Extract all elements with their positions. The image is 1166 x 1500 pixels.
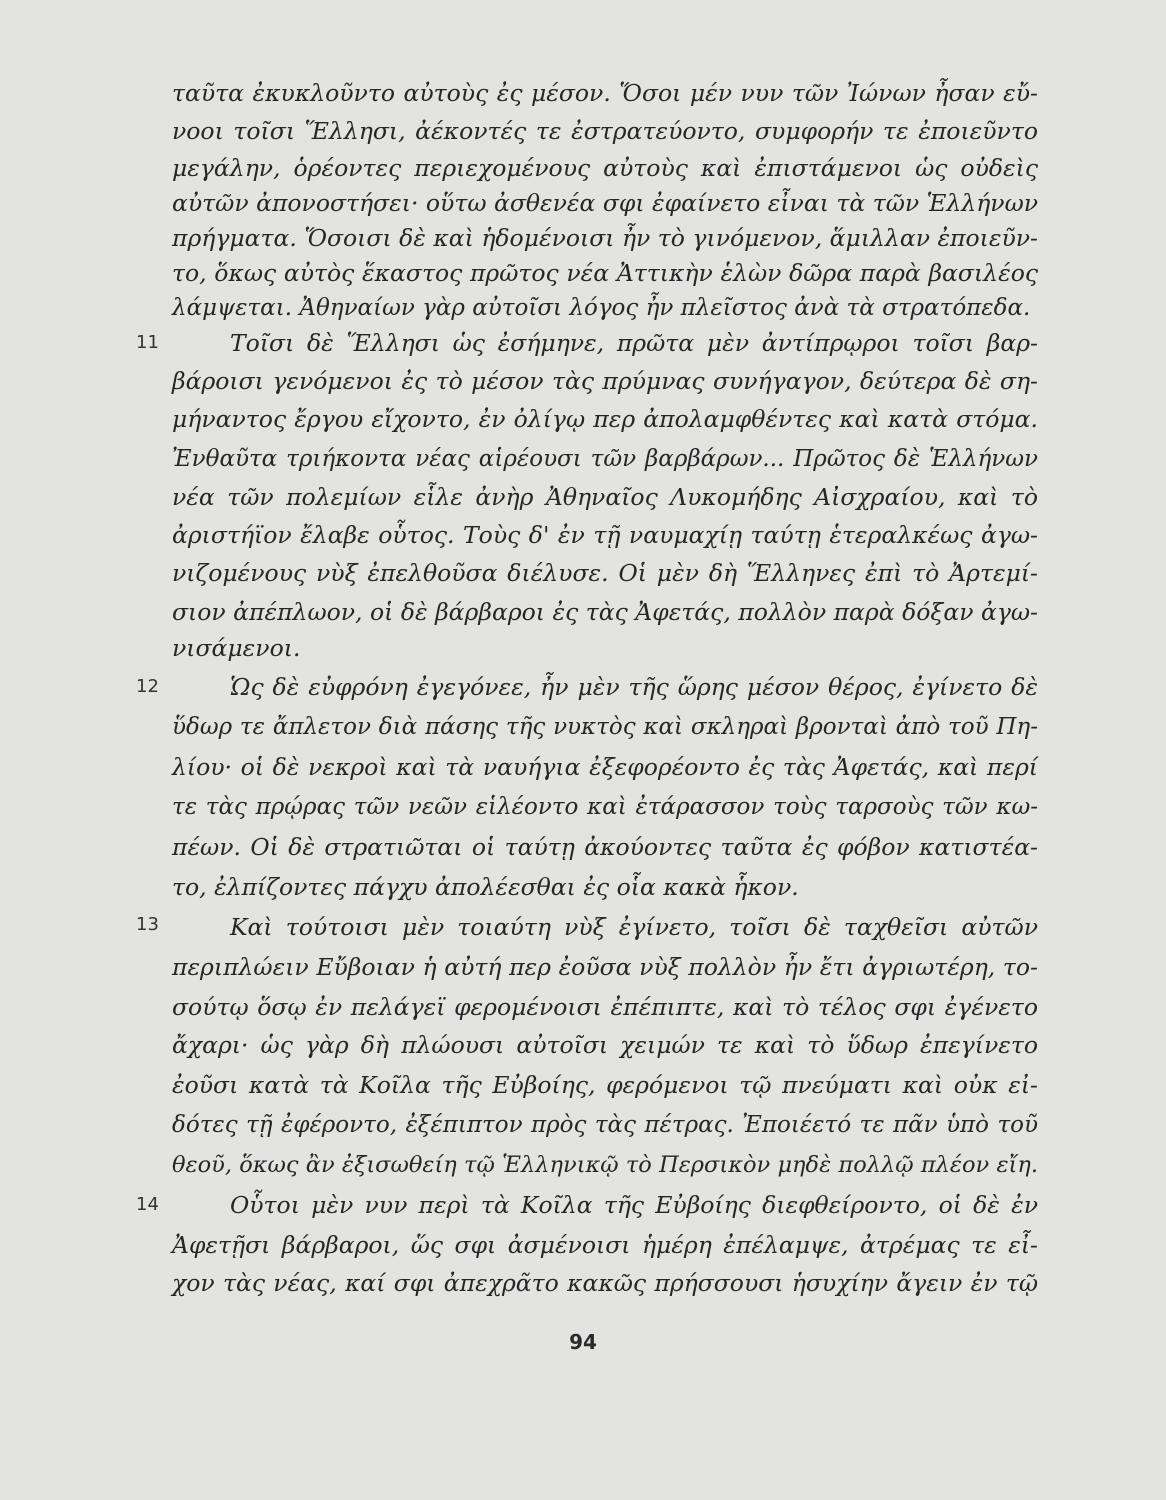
text-line: Ὡς δὲ εὐφρόνη ἐγεγόνεε, ἦν μὲν τῆς ὥρης μέσον θέρος, ἐγίνετο δὲ — [230, 673, 1038, 701]
text-line: μεγάλην, ὁρέοντες περιεχομένους αὐτοὺς καὶ ἐπιστάμενοι ὡς οὐδεὶς — [172, 154, 1038, 182]
text-line: τε τὰς πρῴρας τῶν νεῶν εἱλέοντο καὶ ἐτάρασσον τοὺς ταρσοὺς τῶν κω- — [172, 794, 1038, 820]
text-line: νοοι τοῖσι Ἕλλησι, ἀέκοντές τε ἐστρατεύοντο, συμφορήν τε ἐποιεῦντο — [172, 117, 1038, 145]
text-line: Καὶ τούτοισι μὲν τοιαύτη νὺξ ἐγίνετο, τοῖσι δὲ ταχθεῖσι αὐτῶν — [230, 913, 1038, 941]
text-line: σούτῳ ὅσῳ ἐν πελάγεϊ φερομένοισι ἐπέπιπτε, καὶ τὸ τέλος σφι ἐγένετο — [172, 993, 1038, 1021]
text-line: Ἀφετῇσι βάρβαροι, ὥς σφι ἀσμένοισι ἡμέρη ἐπέλαμψε, ἀτρέμας τε εἶ- — [172, 1231, 1038, 1259]
text-line: σιον ἀπέπλωον, οἱ δὲ βάρβαροι ἐς τὰς Ἀφετάς, πολλὸν παρὰ δόξαν ἀγω- — [172, 598, 1038, 626]
text-line: πρήγματα. Ὅσοισι δὲ καὶ ἡδομένοισι ἦν τὸ γινόμενον, ἅμιλλαν ἐποιεῦν- — [172, 224, 1038, 252]
text-line: νιζομένους νὺξ ἐπελθοῦσα διέλυσε. Οἱ μὲν δὴ Ἕλληνες ἐπὶ τὸ Ἀρτεμί- — [172, 559, 1038, 587]
text-line: λάμψεται. Ἀθηναίων γὰρ αὐτοῖσι λόγος ἦν πλεῖστος ἀνὰ τὰ στρατόπεδα. — [172, 295, 1031, 321]
section-number: 11 — [136, 332, 159, 353]
text-line: Ἐνθαῦτα τριήκοντα νέας αἱρέουσι τῶν βαρβάρων... Πρῶτος δὲ Ἑλλήνων — [172, 446, 1038, 472]
section-number: 12 — [136, 676, 159, 697]
text-line: ἐοῦσι κατὰ τὰ Κοῖλα τῆς Εὐβοίης, φερόμενοι τῷ πνεύματι καὶ οὐκ εἰ- — [172, 1071, 1038, 1099]
text-line: ἀριστήϊον ἔλαβε οὗτος. Τοὺς δ' ἐν τῇ ναυμαχίῃ ταύτῃ ἑτεραλκέως ἀγω- — [172, 521, 1038, 549]
text-line: ἄχαρι· ὡς γὰρ δὴ πλώουσι αὐτοῖσι χειμών τε καὶ τὸ ὕδωρ ἐπεγίνετο — [172, 1031, 1038, 1059]
section-number: 13 — [136, 914, 159, 935]
text-line: το, ἐλπίζοντες πάγχυ ἀπολέεσθαι ἐς οἷα κακὰ ἧκον. — [172, 873, 799, 901]
text-line: περιπλώειν Εὔβοιαν ἡ αὐτή περ ἐοῦσα νὺξ πολλὸν ἦν ἔτι ἀγριωτέρη, το- — [172, 953, 1038, 981]
text-line: λίου· οἱ δὲ νεκροὶ καὶ τὰ ναυήγια ἐξεφορέοντο ἐς τὰς Ἀφετάς, καὶ περί — [172, 753, 1038, 781]
text-line: το, ὅκως αὐτὸς ἕκαστος πρῶτος νέα Ἀττικὴν ἑλὼν δῶρα παρὰ βασιλέος — [172, 259, 1038, 287]
text-line: πέων. Οἱ δὲ στρατιῶται οἱ ταύτῃ ἀκούοντες ταῦτα ἐς φόβον κατιστέα- — [172, 833, 1038, 861]
page-number: 94 — [569, 1330, 597, 1354]
text-line: ταῦτα ἐκυκλοῦντο αὐτοὺς ἐς μέσον. Ὅσοι μέν νυν τῶν Ἰώνων ἦσαν εὔ- — [172, 79, 1038, 107]
text-line: χον τὰς νέας, καί σφι ἀπεχρᾶτο κακῶς πρήσσουσι ἡσυχίην ἄγειν ἐν τῷ — [172, 1269, 1038, 1297]
text-line: βάροισι γενόμενοι ἐς τὸ μέσον τὰς πρύμνας συνήγαγον, δεύτερα δὲ ση- — [172, 367, 1038, 395]
text-line: δότες τῇ ἐφέροντο, ἐξέπιπτον πρὸς τὰς πέτρας. Ἐποιέετό τε πᾶν ὑπὸ τοῦ — [172, 1112, 1038, 1138]
text-line: Οὗτοι μὲν νυν περὶ τὰ Κοῖλα τῆς Εὐβοίης διεφθείροντο, οἱ δὲ ἐν — [230, 1191, 1038, 1219]
text-line: αὐτῶν ἀπονοστήσει· οὕτω ἀσθενέα σφι ἐφαίνετο εἶναι τὰ τῶν Ἑλλήνων — [172, 189, 1039, 217]
text-line: θεοῦ, ὅκως ἂν ἐξισωθείη τῷ Ἑλληνικῷ τὸ Περσικὸν μηδὲ πολλῷ πλέον εἴη. — [172, 1152, 1038, 1178]
text-line: μήναντος ἔργου εἴχοντο, ἐν ὀλίγῳ περ ἀπολαμφθέντες καὶ κατὰ στόμα. — [172, 405, 1038, 433]
text-line: νισάμενοι. — [172, 634, 301, 662]
section-number: 14 — [136, 1194, 159, 1215]
text-line: ὕδωρ τε ἄπλετον διὰ πάσης τῆς νυκτὸς καὶ σκληραὶ βρονταὶ ἀπὸ τοῦ Πη- — [172, 714, 1038, 740]
text-line: Τοῖσι δὲ Ἕλλησι ὡς ἐσήμηνε, πρῶτα μὲν ἀντίπρῳροι τοῖσι βαρ- — [230, 329, 1038, 357]
text-line: νέα τῶν πολεμίων εἷλε ἀνὴρ Ἀθηναῖος Λυκομήδης Αἰσχραίου, καὶ τὸ — [172, 483, 1038, 511]
